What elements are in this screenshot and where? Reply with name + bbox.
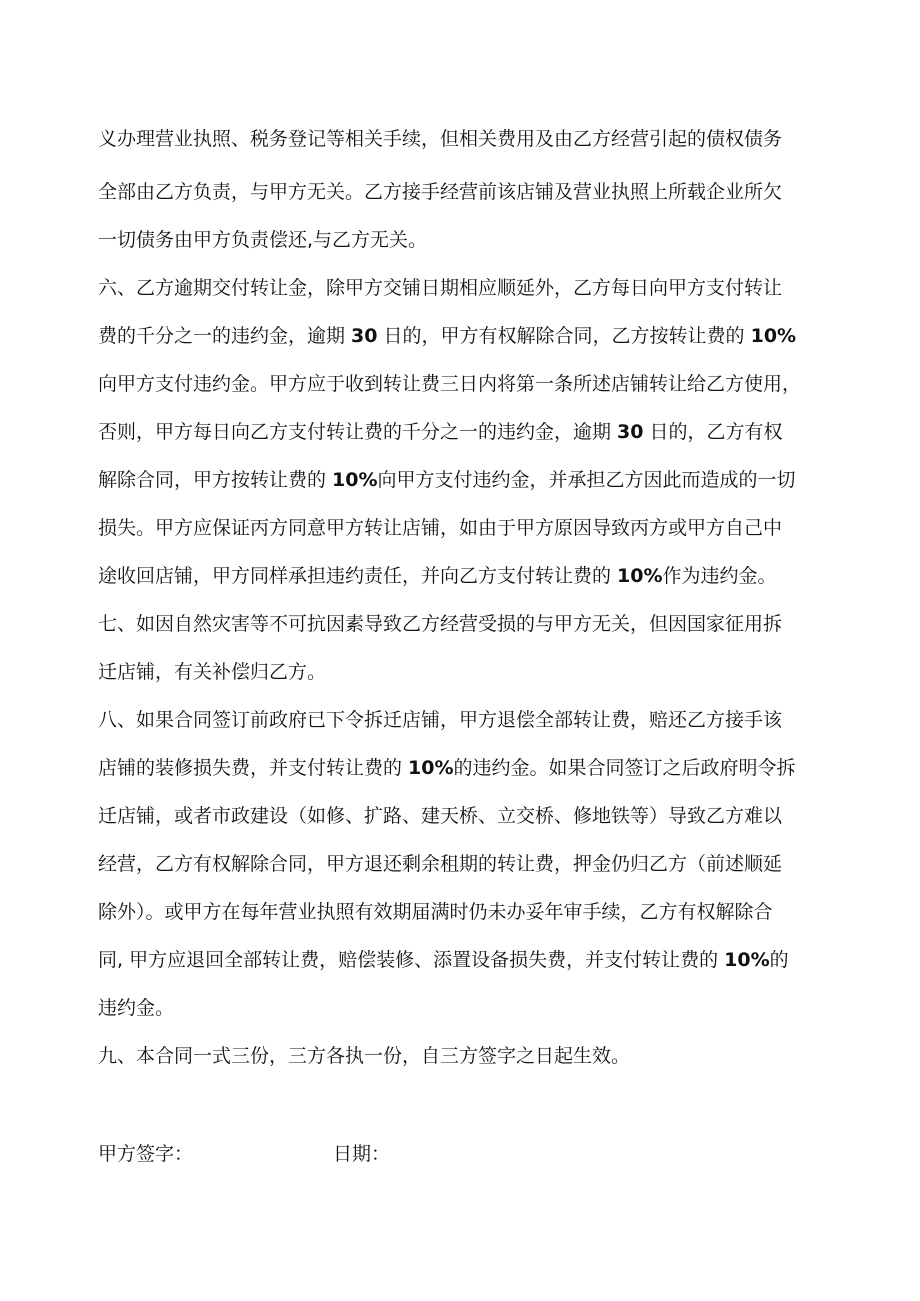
- paragraph-line: 全部由乙方负责，与甲方无关。乙方接手经营前该店铺及营业执照上所载企业所欠: [98, 181, 783, 203]
- paragraph-line: 除外）。或甲方在每年营业执照有效期届满时仍未办妥年审手续，乙方有权解除合: [98, 901, 773, 923]
- paragraph-line: 六、乙方逾期交付转让金，除甲方交铺日期相应顺延外，乙方每日向甲方支付转让: [98, 277, 783, 299]
- text-segment: 日的，甲方有权解除合同，乙方按转让费的: [377, 325, 751, 347]
- text-segment: 向甲方支付违约金，并承担乙方因此而造成的一切: [377, 469, 796, 491]
- text-segment: 的违约金。如果合同签订之后政府明令拆: [453, 757, 796, 779]
- paragraph-line: 一切债务由甲方负责偿还,与乙方无关。: [98, 229, 428, 251]
- text-segment: 同, 甲方应退回全部转让费，赔偿装修、添置设备损失费，并支付转让费的: [98, 949, 725, 971]
- text-segment: 作为违约金。: [662, 565, 777, 587]
- numeric-emphasis: 10%: [724, 949, 770, 971]
- date-label: 日期：: [333, 1143, 391, 1165]
- numeric-emphasis: 10%: [750, 325, 797, 347]
- numeric-emphasis: 10%: [408, 757, 454, 779]
- paragraph-line: [98, 756, 796, 780]
- numeric-emphasis: 30: [617, 421, 644, 443]
- paragraph-line: 向甲方支付违约金。甲方应于收到转让费三日内将第一条所述店铺转让给乙方使用，: [98, 373, 802, 395]
- text-segment: 否则，甲方每日向乙方支付转让费的千分之一的违约金，逾期: [98, 421, 618, 443]
- paragraph-line: 违约金。: [98, 997, 175, 1019]
- text-segment: 费的千分之一的违约金，逾期: [98, 325, 352, 347]
- text-segment: 途收回店铺，甲方同样承担违约责任，并向乙方支付转让费的: [98, 565, 618, 587]
- text-segment: 店铺的装修损失费，并支付转让费的: [98, 757, 409, 779]
- paragraph-line: 义办理营业执照、税务登记等相关手续，但相关费用及由乙方经营引起的债权债务: [98, 128, 783, 150]
- paragraph-line: [98, 420, 783, 444]
- paragraph-line: 七、如因自然灾害等不可抗因素导致乙方经营受损的与甲方无关，但因国家征用拆: [98, 613, 783, 635]
- paragraph-line: [98, 468, 796, 492]
- text-segment: 解除合同，甲方按转让费的: [98, 469, 333, 491]
- paragraph-line: 九、本合同一式三份，三方各执一份，自三方签字之日起生效。: [98, 1045, 631, 1067]
- paragraph-line: 迁店铺，或者市政建设（如修、扩路、建天桥、立交桥、修地铁等）导致乙方难以: [98, 805, 783, 827]
- text-segment: 日的，乙方有权: [643, 421, 783, 443]
- numeric-emphasis: 10%: [332, 469, 378, 491]
- paragraph-line: 经营，乙方有权解除合同，甲方退还剩余租期的转让费，押金仍归乙方（前述顺延: [98, 853, 783, 875]
- paragraph-line: [98, 324, 796, 348]
- paragraph-line: 损失。甲方应保证丙方同意甲方转让店铺，如由于甲方原因导致丙方或甲方自己中: [98, 517, 783, 539]
- numeric-emphasis: 30: [351, 325, 378, 347]
- paragraph-line: 迁店铺，有关补偿归乙方。: [98, 661, 327, 683]
- text-segment: 的: [769, 949, 789, 971]
- numeric-emphasis: 10%: [617, 565, 663, 587]
- paragraph-line: [98, 564, 777, 588]
- paragraph-line: [98, 948, 789, 972]
- party-a-signature-label: 甲方签字：: [98, 1143, 194, 1165]
- paragraph-line: 八、如果合同签订前政府已下令拆迁店铺，甲方退偿全部转让费，赔还乙方接手该: [98, 709, 783, 731]
